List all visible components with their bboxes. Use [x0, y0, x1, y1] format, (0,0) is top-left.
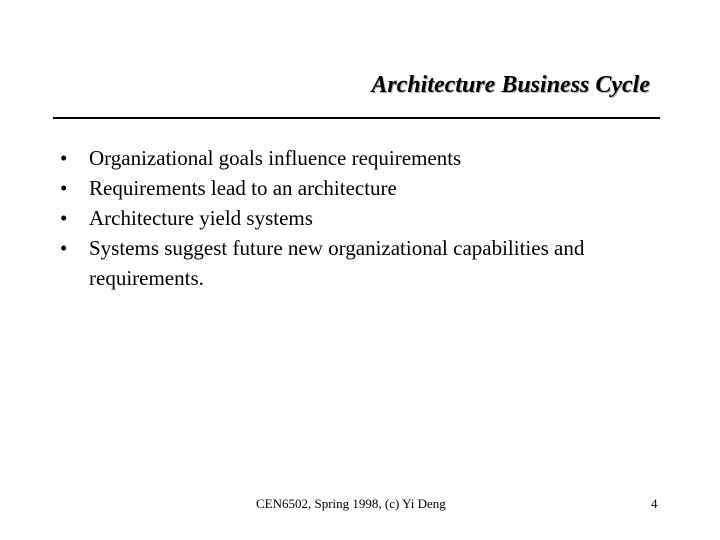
bullet-item	[60, 203, 680, 233]
bullet-item	[60, 173, 680, 203]
page-number: 4	[651, 496, 658, 511]
slide-footer: CEN6502, Spring 1998, (c) Yi Deng	[256, 496, 446, 511]
slide-title: Architecture Business Cycle	[371, 72, 650, 98]
bullet-icon: •	[60, 236, 68, 260]
bullet-icon: •	[60, 176, 68, 200]
bullet-text: Architecture yield systems	[89, 206, 313, 230]
title-divider	[53, 117, 660, 119]
bullet-text: Organizational goals influence requirements	[89, 146, 462, 170]
bullet-list	[60, 143, 680, 293]
bullet-icon: •	[60, 206, 68, 230]
bullet-icon: •	[60, 146, 68, 170]
bullet-item	[60, 233, 680, 293]
bullet-text: Systems suggest future new organizational capabilities and requirements.	[89, 236, 585, 290]
bullet-text: Requirements lead to an architecture	[89, 176, 397, 200]
bullet-item	[60, 143, 680, 173]
